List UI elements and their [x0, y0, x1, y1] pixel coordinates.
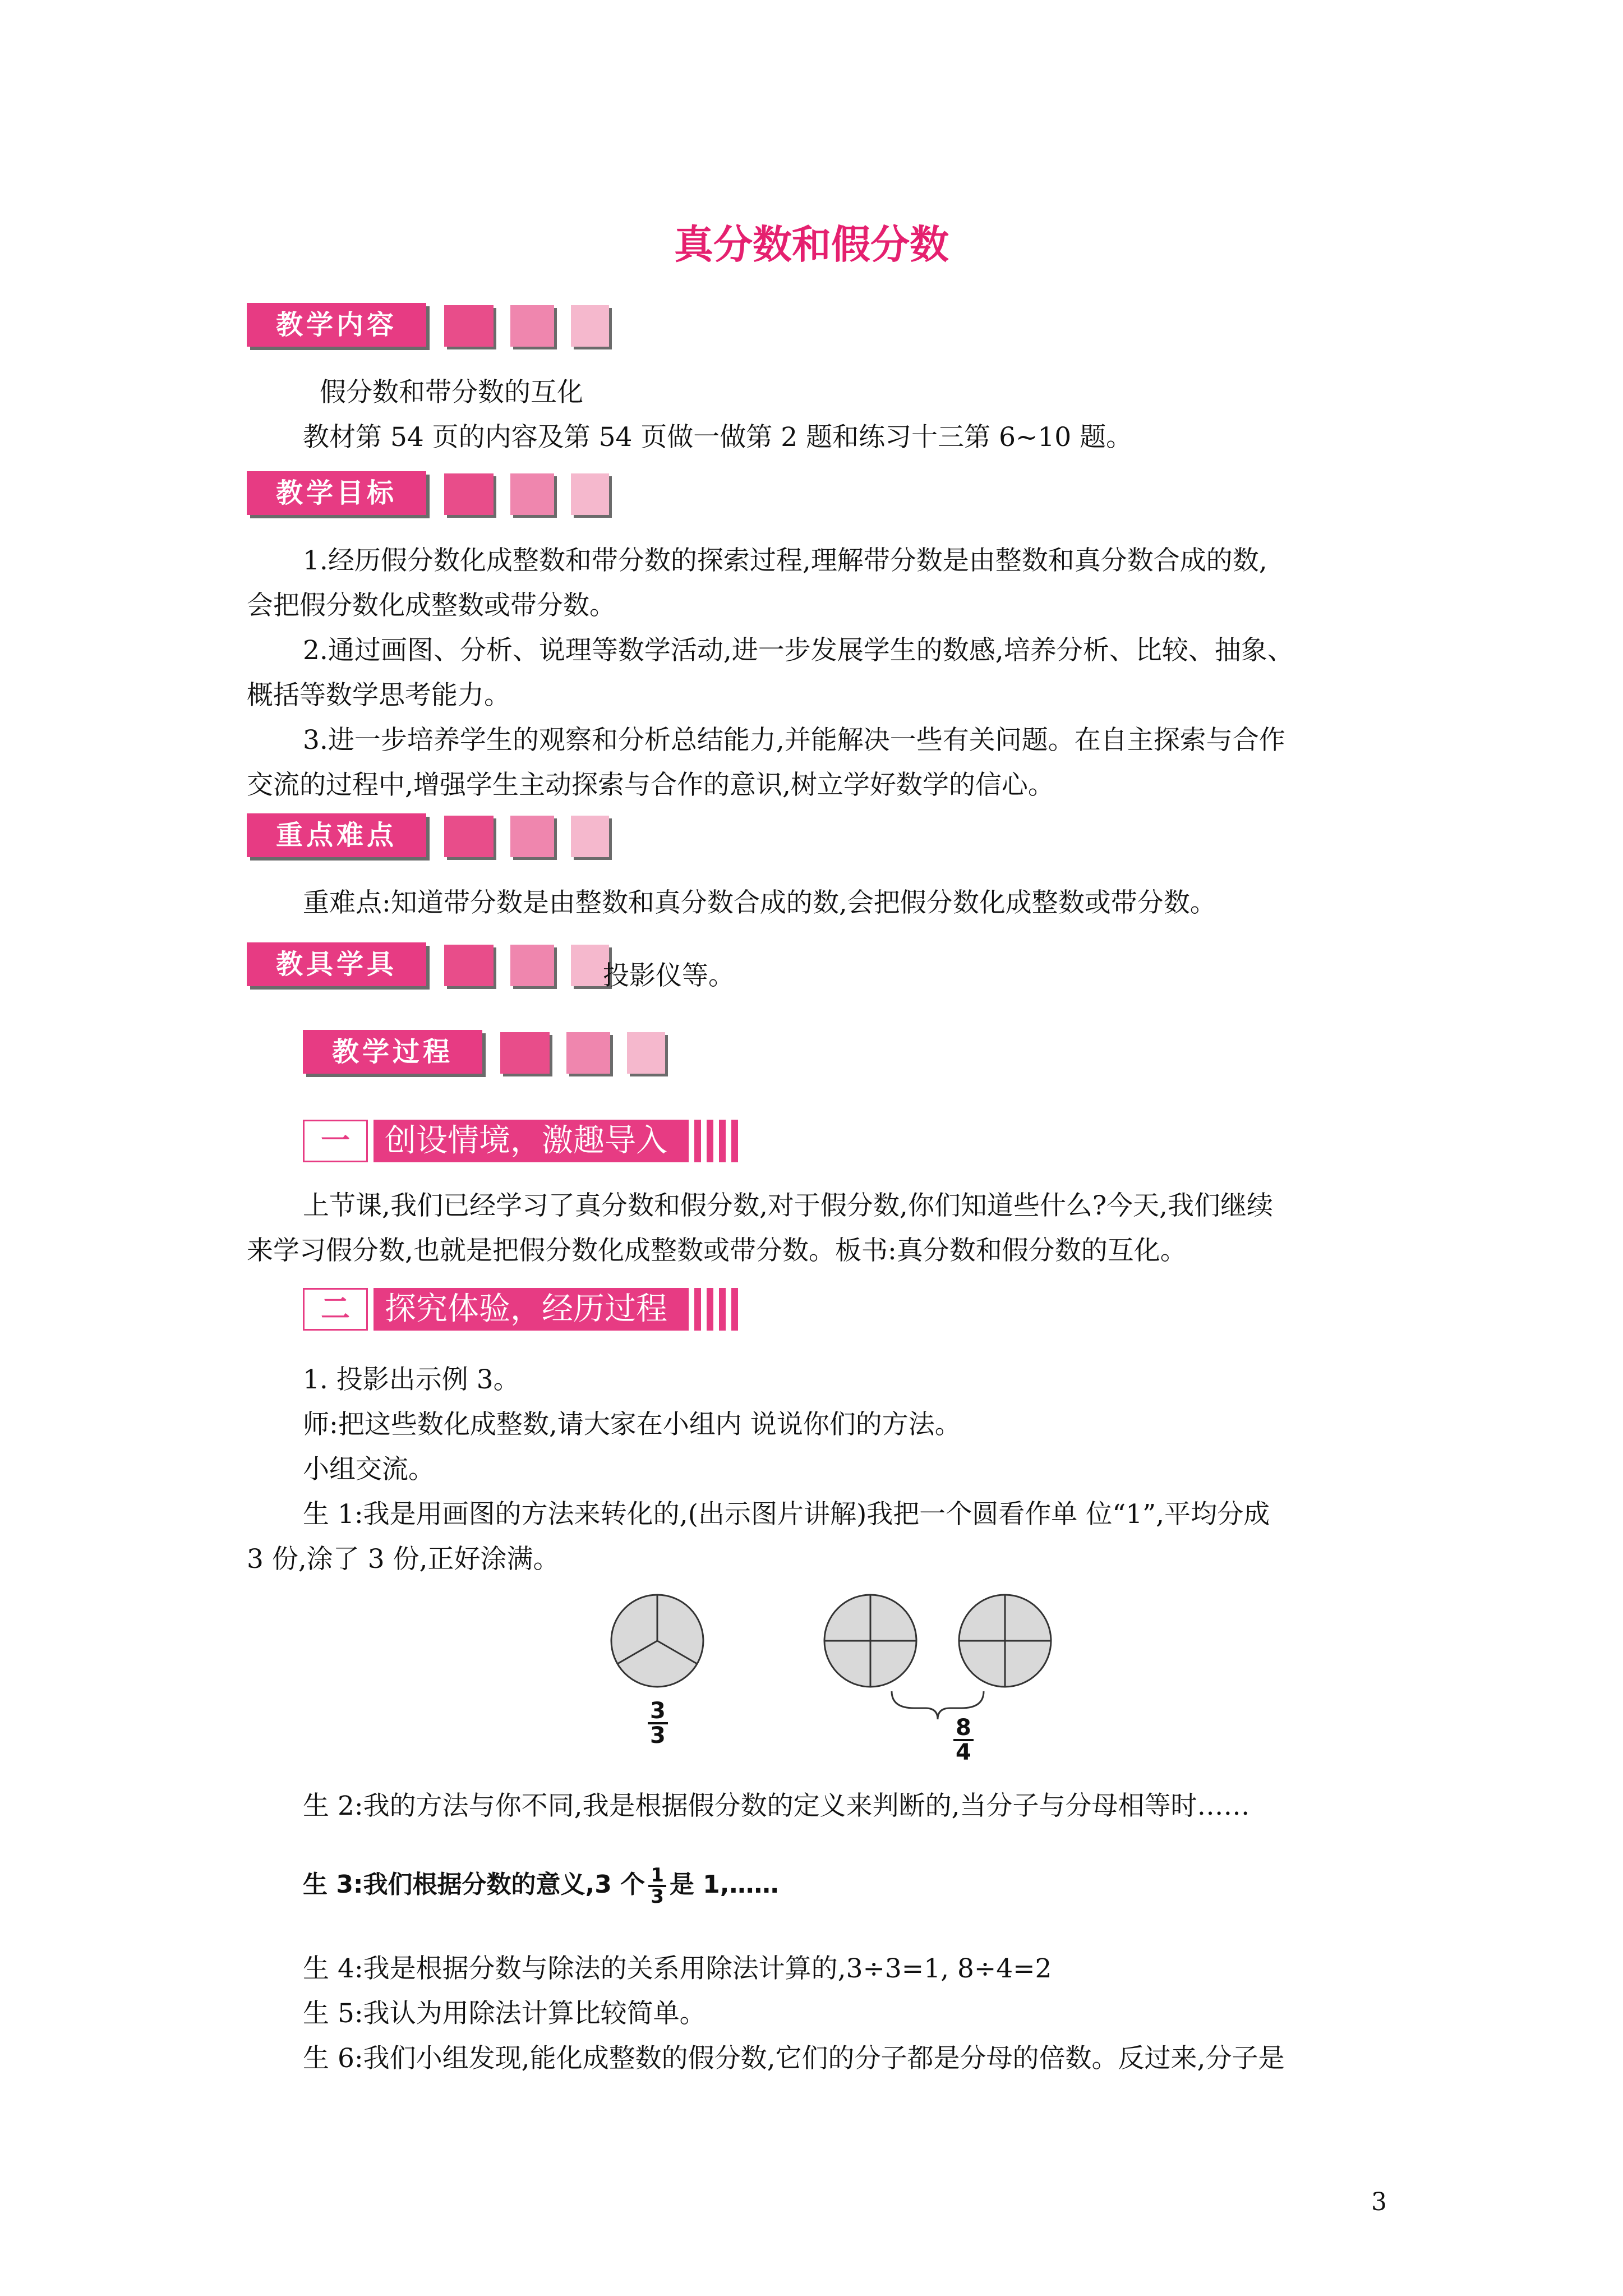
- fraction-circles-figure: [594, 1593, 1099, 1773]
- section-header-goals: [247, 471, 639, 519]
- fraction-8-4: $\frac{8}{4}$: [953, 1717, 974, 1764]
- goal-line: 会把假分数化成整数或带分数。: [247, 590, 616, 621]
- circle-quarters: [824, 1595, 916, 1687]
- goal-line: 交流的过程中,增强学生主动探索与合作的意识,树立学好数学的信心。: [247, 770, 1054, 800]
- step2-line: 小组交流。: [303, 1454, 435, 1485]
- goal-line: 2.通过画图、分析、说理等数学活动,进一步发展学生的数感,培养分析、比较、抽象、: [303, 635, 1294, 666]
- student2-line: 生 2:我的方法与你不同,我是根据假分数的定义来判断的,当分子与分母相等时……: [303, 1791, 1250, 1821]
- decor-square: [510, 305, 554, 347]
- more-line: 生 4:我是根据分数与除法的关系用除法计算的,3÷3=1, 8÷4=2: [303, 1953, 1052, 1984]
- step-number: 一: [303, 1120, 368, 1162]
- section-label: 教具学具: [247, 942, 426, 986]
- decor-square: [444, 305, 494, 347]
- tools-line: 投影仪等。: [603, 960, 735, 991]
- step-header-1: [303, 1120, 751, 1163]
- decor-square: [510, 945, 554, 986]
- content-line: 教材第 54 页的内容及第 54 页做一做第 2 题和练习十三第 6~10 题。: [303, 422, 1133, 453]
- page-title: 真分数和假分数: [674, 221, 949, 268]
- step-label: 探究体验，经历过程: [374, 1288, 738, 1331]
- more-line: 生 5:我认为用除法计算比较简单。: [303, 1998, 706, 2029]
- page-number: 3: [1371, 2188, 1387, 2216]
- step2-line: 师:把这些数化成整数,请大家在小组内 说说你们的方法。: [303, 1409, 961, 1440]
- section-header-process: [303, 1030, 695, 1078]
- section-label: 教学内容: [247, 303, 426, 347]
- step1-line: 上节课,我们已经学习了真分数和假分数,对于假分数,你们知道些什么?今天,我们继续: [303, 1190, 1273, 1221]
- section-label: 重点难点: [247, 813, 426, 857]
- step-number: 二: [303, 1288, 368, 1331]
- decor-square: [444, 473, 494, 515]
- decor-square: [444, 945, 494, 986]
- student3-line: 生 3:我们根据分数的意义,3 个 $\frac{1}{3}$ 是 1,……: [303, 1864, 779, 1908]
- section-header-content: [247, 303, 639, 351]
- decor-square: [500, 1032, 550, 1074]
- step2-line: 生 1:我是用画图的方法来转化的,(出示图片讲解)我把一个圆看作单 位“1”,平均分成: [303, 1499, 1270, 1530]
- more-line: 生 6:我们小组发现,能化成整数的假分数,它们的分子都是分母的倍数。反过来,分子是: [303, 2043, 1285, 2074]
- step2-line: 1. 投影出示例 3。: [303, 1364, 520, 1395]
- step2-line: 3 份,涂了 3 份,正好涂满。: [247, 1544, 560, 1575]
- circle-thirds: [611, 1595, 703, 1687]
- decor-square: [571, 473, 609, 515]
- fraction-3-3: $\frac{3}{3}$: [648, 1700, 668, 1747]
- step-header-2: [303, 1288, 751, 1332]
- decor-square: [571, 305, 609, 347]
- decor-square: [444, 816, 494, 857]
- circle-quarters: [959, 1595, 1051, 1687]
- decor-square: [627, 1032, 665, 1074]
- content-line: 假分数和带分数的互化: [320, 377, 583, 408]
- section-label: 教学目标: [247, 471, 426, 515]
- section-label: 教学过程: [303, 1030, 482, 1074]
- goal-line: 3.进一步培养学生的观察和分析总结能力,并能解决一些有关问题。在自主探索与合作: [303, 725, 1285, 756]
- key-line: 重难点:知道带分数是由整数和真分数合成的数,会把假分数化成整数或带分数。: [303, 887, 1216, 918]
- section-header-key: [247, 813, 639, 862]
- section-header-tools: [247, 942, 639, 991]
- goal-line: 1.经历假分数化成整数和带分数的探索过程,理解带分数是由整数和真分数合成的数,: [303, 545, 1267, 576]
- goal-line: 概括等数学思考能力。: [247, 680, 510, 711]
- decor-square: [510, 816, 554, 857]
- fraction-1-3: $\frac{1}{3}$: [648, 1866, 666, 1906]
- decor-square: [566, 1032, 610, 1074]
- step1-line: 来学习假分数,也就是把假分数化成整数或带分数。板书:真分数和假分数的互化。: [247, 1235, 1187, 1266]
- step-label: 创设情境，激趣导入: [374, 1120, 738, 1162]
- decor-square: [510, 473, 554, 515]
- decor-square: [571, 816, 609, 857]
